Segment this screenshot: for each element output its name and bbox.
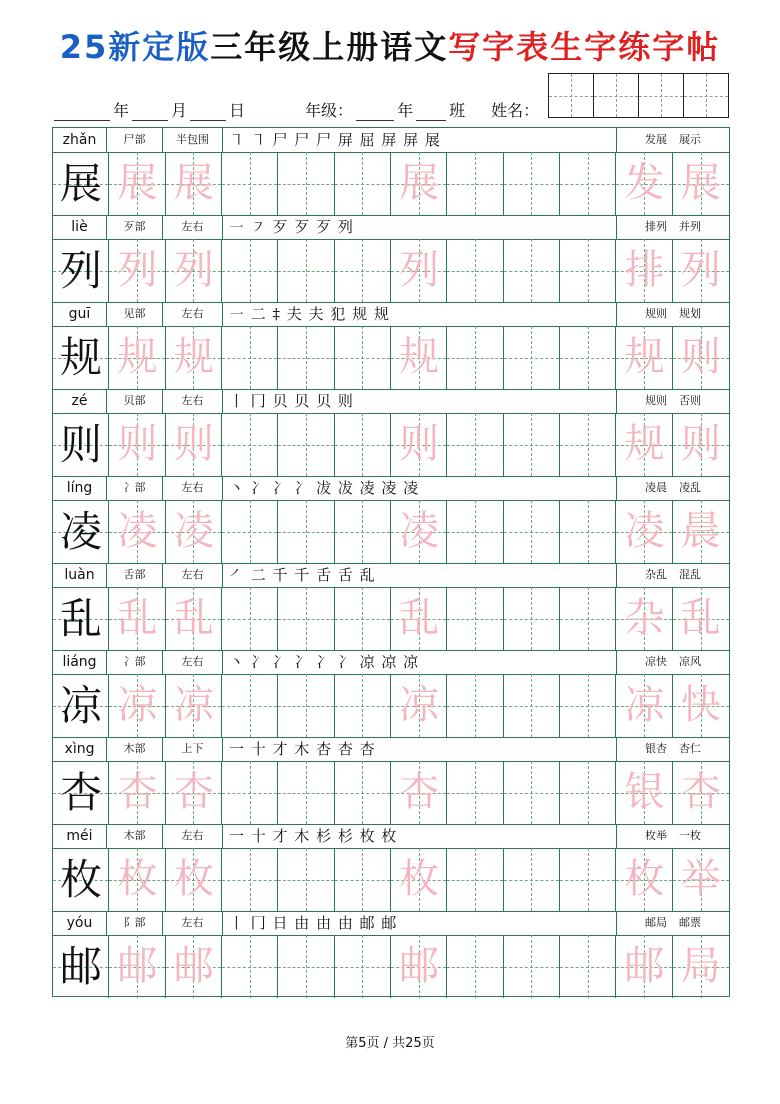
model-character: 则 (59, 420, 102, 469)
stroke-final: 列 (337, 218, 354, 236)
trace-character: 列 (117, 247, 158, 293)
structure: 左右 (163, 302, 223, 326)
practice-cell[interactable] (278, 239, 334, 302)
trace-character: 则 (117, 421, 158, 467)
practice-cell[interactable] (504, 587, 560, 650)
example-words (617, 650, 729, 674)
structure: 左右 (163, 389, 223, 413)
char-unit (53, 911, 729, 998)
student-info-line (54, 95, 542, 121)
grade-year-label: 年 (397, 101, 414, 120)
practice-cell[interactable] (335, 326, 391, 389)
practice-cell[interactable] (560, 413, 616, 476)
trace-character: 凌 (117, 508, 158, 554)
example-word: 邮票 (679, 916, 701, 929)
model-character: 枚 (59, 855, 102, 904)
practice-cell[interactable] (335, 935, 391, 998)
practice-cell[interactable] (504, 848, 560, 911)
stroke-final: 则 (337, 392, 354, 410)
practice-cell[interactable] (278, 326, 334, 389)
writing-grid-row (53, 848, 729, 912)
practice-cell[interactable] (560, 848, 616, 911)
writing-grid-row (53, 152, 729, 216)
char-unit (53, 563, 729, 650)
stroke-final: 规 (373, 305, 390, 323)
stroke-order (223, 389, 617, 413)
name-boxes[interactable] (548, 73, 729, 118)
char-info-row (53, 737, 729, 762)
trace-character: 邮 (399, 943, 440, 989)
writing-grid-row (53, 935, 729, 998)
trace-character: 规 (117, 334, 158, 380)
trace-character: 凌 (399, 508, 440, 554)
practice-cell[interactable] (278, 674, 334, 737)
example-words (617, 215, 729, 239)
trace-character: 凉 (399, 682, 440, 728)
pinyin: liè (53, 215, 107, 239)
example-word: 凉快 (645, 655, 667, 668)
radical: 木部 (107, 737, 163, 761)
example-word: 枚举 (645, 829, 667, 842)
practice-cell[interactable] (278, 935, 334, 998)
stroke-steps: 丨 冂 贝 贝 贝 (229, 392, 338, 410)
practice-cell[interactable] (335, 674, 391, 737)
trace-word-character: 银 (624, 769, 665, 815)
example-words (617, 128, 729, 152)
char-unit (53, 737, 729, 824)
trace-word-character: 乱 (680, 595, 721, 641)
practice-cell[interactable] (560, 587, 616, 650)
char-info-row (53, 215, 729, 240)
trace-word-character: 则 (680, 421, 721, 467)
pinyin: zé (53, 389, 107, 413)
trace-character: 列 (173, 247, 214, 293)
structure: 左右 (163, 563, 223, 587)
trace-word-character: 则 (680, 334, 721, 380)
practice-cell[interactable] (222, 413, 278, 476)
char-info-row (53, 911, 729, 936)
trace-character: 邮 (117, 943, 158, 989)
example-word: 凌乱 (679, 481, 701, 494)
trace-character: 凌 (173, 508, 214, 554)
char-info-row (53, 563, 729, 588)
example-word: 规则 (645, 307, 667, 320)
writing-grid-row (53, 413, 729, 477)
model-character: 规 (59, 333, 102, 382)
trace-word-character: 局 (680, 943, 721, 989)
char-unit (53, 389, 729, 476)
pinyin: guī (53, 302, 107, 326)
char-unit (53, 215, 729, 302)
example-word: 排列 (645, 220, 667, 233)
model-character: 杏 (59, 768, 102, 817)
example-word: 发展 (645, 133, 667, 146)
stroke-final: 邮 (381, 914, 398, 932)
practice-cell[interactable] (278, 848, 334, 911)
practice-cell[interactable] (560, 674, 616, 737)
page-title (0, 22, 780, 68)
pinyin: xìng (53, 737, 107, 761)
writing-grid-row (53, 674, 729, 738)
example-word: 混乱 (679, 568, 701, 581)
example-words (617, 824, 729, 848)
practice-cell[interactable] (278, 152, 334, 215)
pinyin: luàn (53, 563, 107, 587)
trace-character: 杏 (173, 769, 214, 815)
practice-cell[interactable] (278, 761, 334, 824)
trace-word-character: 规 (624, 334, 665, 380)
char-info-row (53, 302, 729, 327)
char-unit (53, 476, 729, 563)
trace-character: 列 (399, 247, 440, 293)
model-character: 乱 (59, 594, 102, 643)
example-words (617, 911, 729, 935)
trace-character: 杏 (117, 769, 158, 815)
trace-character: 邮 (173, 943, 214, 989)
structure: 上下 (163, 737, 223, 761)
radical: 木部 (107, 824, 163, 848)
day-label: 日 (229, 101, 246, 120)
practice-cell[interactable] (504, 413, 560, 476)
page-footer: 第5页 / 共25页 (345, 1036, 435, 1051)
practice-cell[interactable] (335, 413, 391, 476)
stroke-steps: 丶 冫 冫 冫 冹 冹 凌 凌 (229, 479, 404, 497)
example-words (617, 476, 729, 500)
trace-character: 枚 (399, 856, 440, 902)
practice-cell[interactable] (560, 152, 616, 215)
trace-word-character: 列 (680, 247, 721, 293)
example-word: 凌晨 (645, 481, 667, 494)
pinyin: liáng (53, 650, 107, 674)
trace-word-character: 凌 (624, 508, 665, 554)
practice-cell[interactable] (335, 848, 391, 911)
structure: 左右 (163, 911, 223, 935)
practice-cell[interactable] (222, 152, 278, 215)
day-blank[interactable] (190, 102, 226, 121)
month-blank[interactable] (132, 102, 168, 121)
writing-grid-row (53, 587, 729, 651)
practice-cell[interactable] (504, 239, 560, 302)
practice-cell[interactable] (560, 239, 616, 302)
pinyin: líng (53, 476, 107, 500)
example-word: 邮局 (645, 916, 667, 929)
stroke-final: 展 (424, 131, 441, 149)
stroke-final: 乱 (359, 566, 376, 584)
name-box[interactable] (639, 74, 684, 117)
trace-character: 展 (399, 160, 440, 206)
trace-word-character: 发 (624, 160, 665, 206)
practice-cell[interactable] (447, 935, 503, 998)
stroke-final: 凉 (403, 653, 420, 671)
writing-grid-row (53, 239, 729, 303)
trace-word-character: 杏 (680, 769, 721, 815)
trace-character: 乱 (117, 595, 158, 641)
practice-cell[interactable] (504, 326, 560, 389)
stroke-final: 凌 (403, 479, 420, 497)
trace-character: 规 (399, 334, 440, 380)
trace-character: 凉 (173, 682, 214, 728)
trace-word-character: 凉 (624, 682, 665, 728)
pinyin: zhǎn (53, 128, 107, 152)
structure: 左右 (163, 476, 223, 500)
name-box[interactable] (549, 74, 594, 117)
practice-cell[interactable] (504, 500, 560, 563)
grade-label: 年级： (305, 101, 354, 120)
writing-grid-row (53, 326, 729, 390)
trace-character: 展 (173, 160, 214, 206)
structure: 左右 (163, 650, 223, 674)
practice-cell[interactable] (278, 500, 334, 563)
practice-cell[interactable] (335, 500, 391, 563)
practice-cell[interactable] (335, 587, 391, 650)
char-info-row (53, 128, 729, 153)
char-info-row (53, 389, 729, 414)
class-label: 班 (449, 101, 466, 120)
example-words (617, 563, 729, 587)
model-character: 凌 (59, 507, 102, 556)
practice-cell[interactable] (447, 848, 503, 911)
radical: 歹部 (107, 215, 163, 239)
model-character: 邮 (59, 942, 102, 991)
example-word: 展示 (679, 133, 701, 146)
year-blank[interactable] (54, 102, 110, 121)
stroke-final: 枚 (381, 827, 398, 845)
practice-cell[interactable] (560, 761, 616, 824)
practice-cell[interactable] (222, 848, 278, 911)
structure: 左右 (163, 215, 223, 239)
trace-word-character: 展 (680, 160, 721, 206)
stroke-order (223, 563, 617, 587)
structure: 左右 (163, 824, 223, 848)
practice-cell[interactable] (222, 326, 278, 389)
practice-cell[interactable] (222, 674, 278, 737)
stroke-steps: ㇕ ㇕ 尸 尸 尸 屏 屈 屏 屏 (229, 131, 425, 149)
trace-character: 乱 (173, 595, 214, 641)
trace-character: 枚 (173, 856, 214, 902)
example-word: 银杏 (645, 742, 667, 755)
practice-cell[interactable] (222, 500, 278, 563)
char-info-row (53, 476, 729, 501)
stroke-final: 杏 (359, 740, 376, 758)
practice-cell[interactable] (447, 413, 503, 476)
example-word: 否则 (679, 394, 701, 407)
stroke-steps: ㇐ ㇇ 歹 歹 歹 (229, 218, 338, 236)
trace-word-character: 枚 (624, 856, 665, 902)
stroke-order (223, 476, 617, 500)
practice-sheet (52, 127, 730, 997)
model-character: 展 (59, 159, 102, 208)
model-character: 列 (59, 246, 102, 295)
example-word: 凉风 (679, 655, 701, 668)
trace-word-character: 杂 (624, 595, 665, 641)
trace-word-character: 晨 (680, 508, 721, 554)
stroke-steps: 丨 冂 日 由 由 由 邮 (229, 914, 382, 932)
practice-cell[interactable] (278, 413, 334, 476)
practice-cell[interactable] (222, 587, 278, 650)
class-blank[interactable] (416, 102, 446, 121)
model-character: 凉 (59, 681, 102, 730)
writing-grid-row (53, 761, 729, 825)
example-word: 一枚 (679, 829, 701, 842)
title-part-1: 25新定版 (59, 28, 211, 66)
example-word: 规则 (645, 394, 667, 407)
practice-cell[interactable] (222, 935, 278, 998)
practice-cell[interactable] (335, 152, 391, 215)
name-box[interactable] (684, 74, 728, 117)
char-info-row (53, 824, 729, 849)
radical: 冫部 (107, 650, 163, 674)
stroke-order (223, 824, 617, 848)
practice-cell[interactable] (447, 674, 503, 737)
stroke-order (223, 650, 617, 674)
pinyin: méi (53, 824, 107, 848)
practice-cell[interactable] (504, 152, 560, 215)
practice-cell[interactable] (447, 152, 503, 215)
stroke-order (223, 215, 617, 239)
radical: 冫部 (107, 476, 163, 500)
stroke-order (223, 128, 617, 152)
name-box[interactable] (594, 74, 639, 117)
example-word: 杂乱 (645, 568, 667, 581)
example-words (617, 737, 729, 761)
pinyin: yóu (53, 911, 107, 935)
stroke-order (223, 302, 617, 326)
trace-character: 杏 (399, 769, 440, 815)
example-word: 规划 (679, 307, 701, 320)
practice-cell[interactable] (560, 935, 616, 998)
trace-character: 则 (173, 421, 214, 467)
trace-character: 枚 (117, 856, 158, 902)
practice-cell[interactable] (504, 761, 560, 824)
stroke-steps: ㇐ 二 ‡ 夫 夫 犯 规 (229, 305, 374, 323)
trace-character: 规 (173, 334, 214, 380)
trace-character: 乱 (399, 595, 440, 641)
radical: 贝部 (107, 389, 163, 413)
practice-cell[interactable] (335, 239, 391, 302)
example-words (617, 302, 729, 326)
practice-cell[interactable] (222, 239, 278, 302)
trace-word-character: 规 (624, 421, 665, 467)
writing-grid-row (53, 500, 729, 564)
practice-cell[interactable] (447, 761, 503, 824)
example-word: 杏仁 (679, 742, 701, 755)
example-word: 并列 (679, 220, 701, 233)
title-part-3: 写字表生字练字帖 (448, 28, 721, 66)
trace-word-character: 举 (680, 856, 721, 902)
practice-cell[interactable] (504, 935, 560, 998)
practice-cell[interactable] (504, 674, 560, 737)
trace-character: 凉 (117, 682, 158, 728)
trace-character: 展 (117, 160, 158, 206)
year-label: 年 (113, 101, 130, 120)
practice-cell[interactable] (560, 326, 616, 389)
stroke-steps: 一 十 才 木 杉 杉 枚 (229, 827, 382, 845)
practice-cell[interactable] (447, 326, 503, 389)
char-unit (53, 128, 729, 215)
practice-cell[interactable] (278, 587, 334, 650)
trace-word-character: 排 (624, 247, 665, 293)
radical: 阝部 (107, 911, 163, 935)
practice-cell[interactable] (447, 500, 503, 563)
name-label: 姓名： (491, 101, 540, 120)
example-words (617, 389, 729, 413)
stroke-order (223, 911, 617, 935)
stroke-order (223, 737, 617, 761)
trace-word-character: 邮 (624, 943, 665, 989)
month-label: 月 (171, 101, 188, 120)
radical: 舌部 (107, 563, 163, 587)
practice-cell[interactable] (335, 761, 391, 824)
char-unit (53, 824, 729, 911)
practice-cell[interactable] (447, 587, 503, 650)
stroke-steps: ㇒ 二 千 千 舌 舌 (229, 566, 360, 584)
structure: 半包围 (163, 128, 223, 152)
char-unit (53, 650, 729, 737)
stroke-steps: 丶 冫 冫 冫 冫 冫 凉 凉 (229, 653, 404, 671)
grade-blank[interactable] (356, 102, 394, 121)
trace-word-character: 快 (680, 682, 721, 728)
radical: 尸部 (107, 128, 163, 152)
practice-cell[interactable] (222, 761, 278, 824)
char-unit (53, 302, 729, 389)
stroke-steps: 一 十 才 木 杏 杏 (229, 740, 360, 758)
practice-cell[interactable] (447, 239, 503, 302)
char-info-row (53, 650, 729, 675)
practice-cell[interactable] (560, 500, 616, 563)
radical: 见部 (107, 302, 163, 326)
trace-character: 则 (399, 421, 440, 467)
title-part-2: 三年级上册语文 (210, 28, 449, 66)
